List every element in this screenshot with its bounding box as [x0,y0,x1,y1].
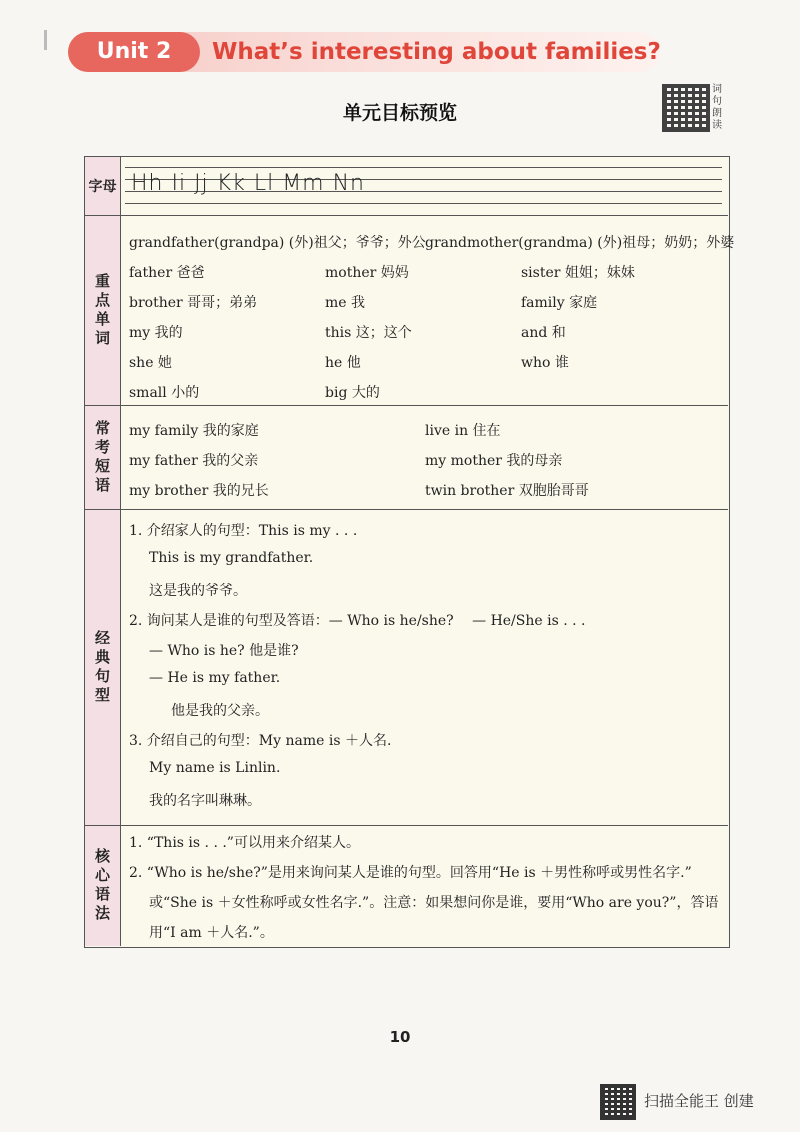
sentences-row [85,509,728,825]
sentence-line: My name is Linlin. [149,760,281,776]
letters-label: 字母 [88,179,117,195]
phrase-item: live in 住在 [425,423,501,439]
grammar-line: 2. “Who is he/she?”是用来询问某人是谁的句型。回答用“He is ＋男性称呼或男性名字.” [129,865,692,881]
sentence-line: 1. 介绍家人的句型：This is my . . . [129,523,358,539]
sentence-line: 3. 介绍自己的句型：My name is ＋人名. [129,733,392,749]
word-item: and 和 [521,325,566,341]
letters-text: Hh Ii Jj Kk Ll Mm Nn [131,171,365,196]
grammar-line: 1. “This is . . .”可以用来介绍某人。 [129,835,360,851]
grammar-line: 或“She is ＋女性称呼或女性名字.”。注意：如果想问你是谁，要用“Who are you?”，答语 [149,895,719,911]
word-item: mother 妈妈 [325,265,409,281]
unit-title: What’s interesting about families? [212,39,661,65]
word-item: family 家庭 [521,295,598,311]
phrase-item: my mother 我的母亲 [425,453,563,469]
sentence-line: 这是我的爷爷。 [149,583,247,599]
grammar-label-cell [85,826,121,946]
grammar-label: 核心语法 [93,848,111,924]
page-number: 10 [389,1028,411,1046]
word-item: who 谁 [521,355,569,371]
sentence-line: 2. 询问某人是谁的句型及答语：— Who is he/she? — He/She is . . . [129,613,586,629]
word-item: grandmother(grandma) (外)祖母；奶奶；外婆 [425,235,735,251]
phrases-label: 常考短语 [93,419,111,496]
unit-goals-table [84,156,735,948]
sentence-line: 他是我的父亲。 [171,703,269,719]
phrases-row [85,405,728,509]
word-item: me 我 [325,295,366,311]
sentence-line: 我的名字叫琳琳。 [149,793,261,809]
words-label: 重点单词 [93,272,111,349]
unit-label: Unit 2 [68,32,200,72]
sentences-label-cell [85,510,121,825]
sentence-line: — He is my father. [149,670,281,686]
phrases-label-cell [85,406,121,509]
phrase-item: my father 我的父亲 [129,453,259,469]
scanner-qr-icon [600,1084,636,1120]
grammar-row [85,825,728,946]
sentence-line: — Who is he? 他是谁? [149,643,299,659]
grammar-line: 用“I am ＋人名.”。 [149,925,274,941]
margin-mark [44,30,47,50]
word-item: big 大的 [325,385,380,401]
qr-code-icon[interactable] [662,84,710,132]
word-item: small 小的 [129,385,200,401]
word-item: this 这；这个 [325,325,412,341]
phrase-item: twin brother 双胞胎哥哥 [425,483,589,499]
word-item: sister 姐姐；妹妹 [521,265,635,281]
section-heading: 单元目标预览 [342,102,457,124]
phrase-item: my brother 我的兄长 [129,483,269,499]
word-item: father 爸爸 [129,265,205,281]
words-label-cell [85,216,121,405]
word-item: she 她 [129,355,172,371]
word-item: my 我的 [129,325,183,341]
sentences-label: 经典句型 [93,629,111,706]
word-item: brother 哥哥；弟弟 [129,295,258,311]
letters-label-cell [85,157,121,215]
phrase-item: my family 我的家庭 [129,423,259,439]
word-item: he 他 [325,355,361,371]
sentence-line: This is my grandfather. [149,550,314,566]
letters-row [85,157,728,215]
qr-side-label: 词句朗读 [712,84,722,131]
word-item: grandfather(grandpa) (外)祖父；爷爷；外公 [129,235,426,251]
words-row [85,215,735,405]
scanner-watermark: 扫描全能王 创建 [644,1092,754,1110]
